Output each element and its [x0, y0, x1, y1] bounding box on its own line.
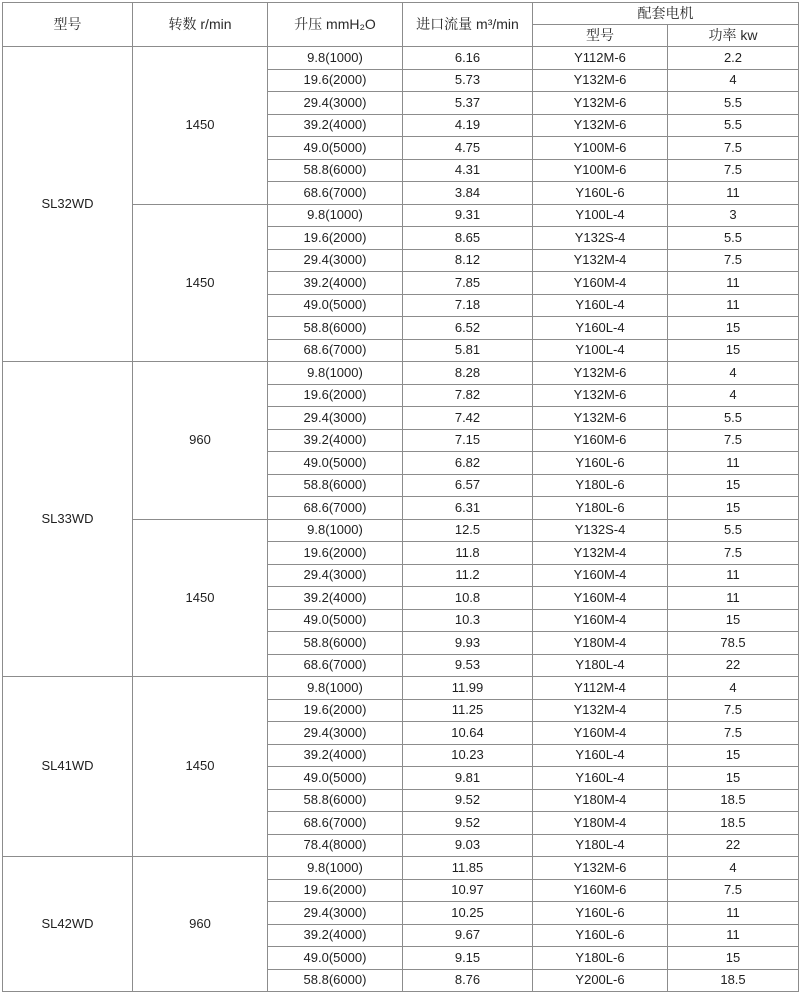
- pressure-cell: 49.0(5000): [268, 452, 403, 475]
- flow-cell: 4.19: [403, 114, 533, 137]
- motor-model-cell: Y160L-4: [533, 317, 668, 340]
- pressure-cell: 78.4(8000): [268, 834, 403, 857]
- power-cell: 15: [668, 317, 799, 340]
- table-row: [3, 362, 799, 385]
- flow-cell: 11.2: [403, 564, 533, 587]
- motor-model-cell: Y160L-4: [533, 744, 668, 767]
- flow-cell: 9.03: [403, 834, 533, 857]
- pressure-cell: 68.6(7000): [268, 654, 403, 677]
- motor-model-cell: Y132M-6: [533, 384, 668, 407]
- pressure-cell: 9.8(1000): [268, 677, 403, 700]
- power-cell: 7.5: [668, 542, 799, 565]
- flow-cell: 4.75: [403, 137, 533, 160]
- power-cell: 22: [668, 654, 799, 677]
- pressure-cell: 19.6(2000): [268, 879, 403, 902]
- flow-cell: 8.65: [403, 227, 533, 250]
- power-cell: 5.5: [668, 227, 799, 250]
- power-cell: 7.5: [668, 699, 799, 722]
- speed-cell: 1450: [133, 519, 268, 677]
- pressure-cell: 68.6(7000): [268, 812, 403, 835]
- flow-cell: 11.99: [403, 677, 533, 700]
- motor-model-cell: Y112M-4: [533, 677, 668, 700]
- flow-cell: 11.85: [403, 857, 533, 880]
- header-speed: 转数 r/min: [133, 3, 268, 47]
- motor-model-cell: Y100L-4: [533, 339, 668, 362]
- pressure-cell: 39.2(4000): [268, 744, 403, 767]
- pressure-cell: 68.6(7000): [268, 182, 403, 205]
- flow-cell: 9.15: [403, 947, 533, 970]
- power-cell: 15: [668, 339, 799, 362]
- motor-model-cell: Y180L-4: [533, 834, 668, 857]
- flow-cell: 6.52: [403, 317, 533, 340]
- header-motor-power: 功率 kw: [668, 25, 799, 47]
- motor-model-cell: Y160M-4: [533, 609, 668, 632]
- motor-model-cell: Y180L-4: [533, 654, 668, 677]
- flow-cell: 9.52: [403, 812, 533, 835]
- pressure-cell: 29.4(3000): [268, 92, 403, 115]
- header-motor-model: 型号: [533, 25, 668, 47]
- header-motor: 配套电机: [533, 3, 799, 25]
- pressure-cell: 19.6(2000): [268, 69, 403, 92]
- pressure-cell: 68.6(7000): [268, 339, 403, 362]
- power-cell: 11: [668, 587, 799, 610]
- table-row: [3, 47, 799, 70]
- pressure-cell: 39.2(4000): [268, 587, 403, 610]
- power-cell: 11: [668, 294, 799, 317]
- speed-cell: 960: [133, 857, 268, 992]
- flow-cell: 10.8: [403, 587, 533, 610]
- power-cell: 4: [668, 384, 799, 407]
- motor-model-cell: Y160M-4: [533, 272, 668, 295]
- motor-model-cell: Y160L-6: [533, 902, 668, 925]
- speed-cell: 960: [133, 362, 268, 520]
- pressure-cell: 58.8(6000): [268, 969, 403, 992]
- power-cell: 18.5: [668, 789, 799, 812]
- speed-cell: 1450: [133, 47, 268, 205]
- flow-cell: 4.31: [403, 159, 533, 182]
- power-cell: 3: [668, 204, 799, 227]
- power-cell: 15: [668, 474, 799, 497]
- flow-cell: 7.82: [403, 384, 533, 407]
- power-cell: 4: [668, 677, 799, 700]
- power-cell: 7.5: [668, 249, 799, 272]
- flow-cell: 10.23: [403, 744, 533, 767]
- model-cell: SL42WD: [3, 857, 133, 992]
- motor-model-cell: Y132M-4: [533, 542, 668, 565]
- motor-model-cell: Y112M-6: [533, 47, 668, 70]
- power-cell: 7.5: [668, 879, 799, 902]
- motor-model-cell: Y160M-4: [533, 564, 668, 587]
- pressure-cell: 9.8(1000): [268, 204, 403, 227]
- header-pressure: 升压 mmH₂O: [268, 3, 403, 47]
- pressure-cell: 58.8(6000): [268, 632, 403, 655]
- motor-model-cell: Y100M-6: [533, 137, 668, 160]
- flow-cell: 7.85: [403, 272, 533, 295]
- flow-cell: 10.64: [403, 722, 533, 745]
- motor-model-cell: Y160L-4: [533, 294, 668, 317]
- flow-cell: 10.3: [403, 609, 533, 632]
- pressure-cell: 39.2(4000): [268, 429, 403, 452]
- motor-model-cell: Y132M-4: [533, 699, 668, 722]
- model-cell: SL33WD: [3, 362, 133, 677]
- power-cell: 7.5: [668, 137, 799, 160]
- pressure-cell: 39.2(4000): [268, 272, 403, 295]
- pressure-cell: 29.4(3000): [268, 564, 403, 587]
- flow-cell: 3.84: [403, 182, 533, 205]
- power-cell: 5.5: [668, 519, 799, 542]
- power-cell: 22: [668, 834, 799, 857]
- pressure-cell: 49.0(5000): [268, 294, 403, 317]
- flow-cell: 9.31: [403, 204, 533, 227]
- power-cell: 78.5: [668, 632, 799, 655]
- motor-model-cell: Y180L-6: [533, 497, 668, 520]
- table-body: [3, 47, 799, 992]
- header-flow: 进口流量 m³/min: [403, 3, 533, 47]
- flow-cell: 10.25: [403, 902, 533, 925]
- motor-model-cell: Y132M-4: [533, 249, 668, 272]
- header-row-1: [3, 3, 799, 25]
- flow-cell: 12.5: [403, 519, 533, 542]
- pressure-cell: 19.6(2000): [268, 542, 403, 565]
- motor-model-cell: Y132M-6: [533, 114, 668, 137]
- pressure-cell: 9.8(1000): [268, 519, 403, 542]
- model-cell: SL32WD: [3, 47, 133, 362]
- flow-cell: 9.81: [403, 767, 533, 790]
- pressure-cell: 39.2(4000): [268, 114, 403, 137]
- flow-cell: 5.73: [403, 69, 533, 92]
- power-cell: 7.5: [668, 159, 799, 182]
- pressure-cell: 29.4(3000): [268, 902, 403, 925]
- flow-cell: 9.67: [403, 924, 533, 947]
- flow-cell: 8.76: [403, 969, 533, 992]
- power-cell: 11: [668, 902, 799, 925]
- power-cell: 11: [668, 452, 799, 475]
- pressure-cell: 19.6(2000): [268, 384, 403, 407]
- motor-model-cell: Y132M-6: [533, 92, 668, 115]
- power-cell: 15: [668, 947, 799, 970]
- power-cell: 15: [668, 497, 799, 520]
- flow-cell: 5.37: [403, 92, 533, 115]
- power-cell: 5.5: [668, 114, 799, 137]
- pressure-cell: 9.8(1000): [268, 362, 403, 385]
- power-cell: 4: [668, 69, 799, 92]
- power-cell: 11: [668, 182, 799, 205]
- power-cell: 18.5: [668, 969, 799, 992]
- pressure-cell: 19.6(2000): [268, 699, 403, 722]
- motor-model-cell: Y132S-4: [533, 519, 668, 542]
- motor-model-cell: Y180M-4: [533, 632, 668, 655]
- power-cell: 15: [668, 767, 799, 790]
- flow-cell: 9.52: [403, 789, 533, 812]
- flow-cell: 6.16: [403, 47, 533, 70]
- header-model: 型号: [3, 3, 133, 47]
- motor-model-cell: Y132S-4: [533, 227, 668, 250]
- pressure-cell: 58.8(6000): [268, 317, 403, 340]
- flow-cell: 8.28: [403, 362, 533, 385]
- power-cell: 5.5: [668, 92, 799, 115]
- motor-model-cell: Y180L-6: [533, 947, 668, 970]
- spec-table: [2, 2, 799, 992]
- flow-cell: 5.81: [403, 339, 533, 362]
- pressure-cell: 58.8(6000): [268, 789, 403, 812]
- pressure-cell: 49.0(5000): [268, 609, 403, 632]
- flow-cell: 10.97: [403, 879, 533, 902]
- flow-cell: 11.25: [403, 699, 533, 722]
- motor-model-cell: Y180M-4: [533, 789, 668, 812]
- table-row: [3, 677, 799, 700]
- power-cell: 5.5: [668, 407, 799, 430]
- power-cell: 7.5: [668, 722, 799, 745]
- speed-cell: 1450: [133, 677, 268, 857]
- pressure-cell: 49.0(5000): [268, 767, 403, 790]
- speed-cell: 1450: [133, 204, 268, 362]
- motor-model-cell: Y100L-4: [533, 204, 668, 227]
- pressure-cell: 29.4(3000): [268, 722, 403, 745]
- pressure-cell: 9.8(1000): [268, 857, 403, 880]
- pressure-cell: 39.2(4000): [268, 924, 403, 947]
- flow-cell: 7.18: [403, 294, 533, 317]
- flow-cell: 6.31: [403, 497, 533, 520]
- power-cell: 11: [668, 924, 799, 947]
- motor-model-cell: Y100M-6: [533, 159, 668, 182]
- pressure-cell: 29.4(3000): [268, 407, 403, 430]
- pressure-cell: 68.6(7000): [268, 497, 403, 520]
- motor-model-cell: Y132M-6: [533, 407, 668, 430]
- flow-cell: 8.12: [403, 249, 533, 272]
- pressure-cell: 29.4(3000): [268, 249, 403, 272]
- motor-model-cell: Y180L-6: [533, 474, 668, 497]
- pressure-cell: 58.8(6000): [268, 474, 403, 497]
- flow-cell: 7.42: [403, 407, 533, 430]
- pressure-cell: 19.6(2000): [268, 227, 403, 250]
- motor-model-cell: Y160L-6: [533, 924, 668, 947]
- power-cell: 18.5: [668, 812, 799, 835]
- pressure-cell: 49.0(5000): [268, 947, 403, 970]
- motor-model-cell: Y160M-6: [533, 879, 668, 902]
- pressure-cell: 49.0(5000): [268, 137, 403, 160]
- flow-cell: 9.93: [403, 632, 533, 655]
- pressure-cell: 58.8(6000): [268, 159, 403, 182]
- motor-model-cell: Y160M-6: [533, 429, 668, 452]
- table-header: [3, 3, 799, 47]
- flow-cell: 6.82: [403, 452, 533, 475]
- motor-model-cell: Y160M-4: [533, 587, 668, 610]
- motor-model-cell: Y160L-4: [533, 767, 668, 790]
- motor-model-cell: Y160M-4: [533, 722, 668, 745]
- motor-model-cell: Y132M-6: [533, 857, 668, 880]
- motor-model-cell: Y180M-4: [533, 812, 668, 835]
- power-cell: 2.2: [668, 47, 799, 70]
- power-cell: 4: [668, 857, 799, 880]
- power-cell: 4: [668, 362, 799, 385]
- flow-cell: 6.57: [403, 474, 533, 497]
- flow-cell: 11.8: [403, 542, 533, 565]
- motor-model-cell: Y132M-6: [533, 362, 668, 385]
- power-cell: 15: [668, 609, 799, 632]
- pressure-cell: 9.8(1000): [268, 47, 403, 70]
- motor-model-cell: Y200L-6: [533, 969, 668, 992]
- power-cell: 7.5: [668, 429, 799, 452]
- flow-cell: 7.15: [403, 429, 533, 452]
- table-row: [3, 857, 799, 880]
- model-cell: SL41WD: [3, 677, 133, 857]
- power-cell: 11: [668, 272, 799, 295]
- motor-model-cell: Y160L-6: [533, 452, 668, 475]
- power-cell: 15: [668, 744, 799, 767]
- motor-model-cell: Y132M-6: [533, 69, 668, 92]
- flow-cell: 9.53: [403, 654, 533, 677]
- power-cell: 11: [668, 564, 799, 587]
- motor-model-cell: Y160L-6: [533, 182, 668, 205]
